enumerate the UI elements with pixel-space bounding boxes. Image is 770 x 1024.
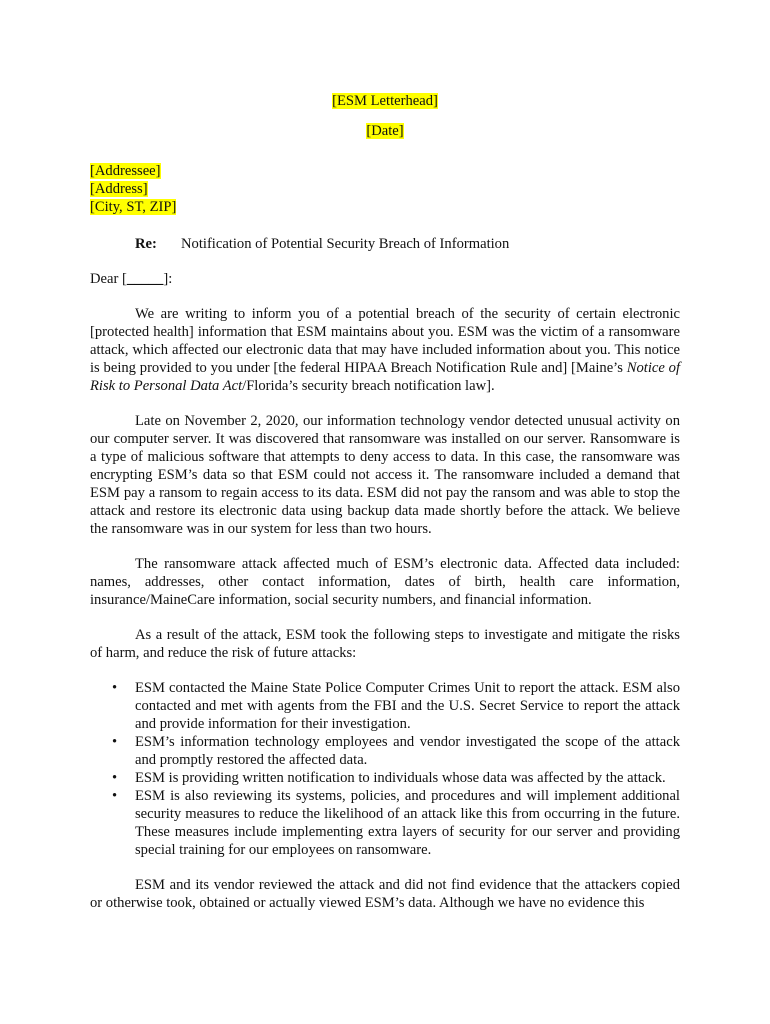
addressee-block [90,162,680,216]
list-item [90,733,680,769]
subject-line [90,235,680,253]
paragraph-review: ESM and its vendor reviewed the attack and did not find evidence that the attackers copied or otherwise took, obtained or actually viewed ESM’s data. Although we have no evidence this [90,877,680,911]
list-item [90,769,680,787]
list-item [90,787,680,859]
paragraph-incident: Late on November 2, 2020, our information technology vendor detected unusual activity on our computer server. It was discovered that ransomware was installed on our server. Ransomware is a type of malicious software that attempts to deny access to data. In this case, the ransomware was encrypting ESM’s data so that ESM could not access it. The ransomware included a demand that ESM pay a ransom to regain access to its data. ESM did not pay the ransom and was able to stop the attack and restore its electronic data using backup data made shortly before the attack. We believe the ransomware was in our system for less than two hours. [90,413,680,537]
list-item-text: ESM is also reviewing its systems, policies, and procedures and will implement additional security measures to reduce the likelihood of an attack like this from occurring in the future. These measures include implementing extra layers of security for our server and providing special training for our employees on ransomware. [135,788,680,858]
letterhead-placeholder [90,92,680,110]
bullet-icon: • [112,788,118,804]
bullet-icon: • [112,734,118,750]
greeting-prefix: Dear [ [90,271,127,287]
paragraph-steps-intro: As a result of the attack, ESM took the following steps to investigate and mitigate the risks of harm, and reduce the risk of future attacks: [90,627,680,661]
re-label: Re: [135,236,157,252]
bullet-icon: • [112,770,118,786]
list-item-text: ESM is providing written notification to individuals whose data was affected by the attack. [135,770,666,786]
address-line: [Address] [90,181,148,197]
date-text: [Date] [366,123,404,139]
letterhead-text: [ESM Letterhead] [332,93,438,109]
greeting-blank: _____ [126,271,164,287]
paragraph-intro-italic: Notice of Risk to Personal Data Act [90,360,680,394]
list-item-text: ESM’s information technology employees and vendor investigated the scope of the attack and promptly restored the affected data. [135,734,680,768]
paragraph-intro-text-end: /Florida’s security breach notification law]. [242,378,495,394]
list-item [90,679,680,733]
paragraph-intro-text: We are writing to inform you of a potential breach of the security of certain electronic [protected health] information that ESM maintains about you. ESM was the victim of a ransomware attack, which affected our electronic data that may have included information about you. This notice is being provided to you under [the federal HIPAA Breach Notification Rule and] [Maine’s [90,306,680,376]
greeting-suffix: ]: [163,271,173,287]
paragraph-intro [90,305,680,395]
greeting [90,270,680,288]
bullet-icon: • [112,680,118,696]
steps-list [90,679,680,859]
list-item-text: ESM contacted the Maine State Police Computer Crimes Unit to report the attack. ESM also contacted and met with agents from the FBI and the U.S. Secret Service to report the attack and provide information for their investigation. [135,680,680,732]
date-placeholder [90,122,680,140]
paragraph-affected-data: The ransomware attack affected much of ESM’s electronic data. Affected data included: names, addresses, other contact information, dates of birth, health care information, insurance/MaineCare information, social security numbers, and financial information. [90,556,680,608]
addressee-line: [Addressee] [90,163,161,179]
re-subject: Notification of Potential Security Breach of Information [181,236,510,252]
letter-page [90,92,680,912]
city-state-zip-line: [City, ST, ZIP] [90,199,177,215]
